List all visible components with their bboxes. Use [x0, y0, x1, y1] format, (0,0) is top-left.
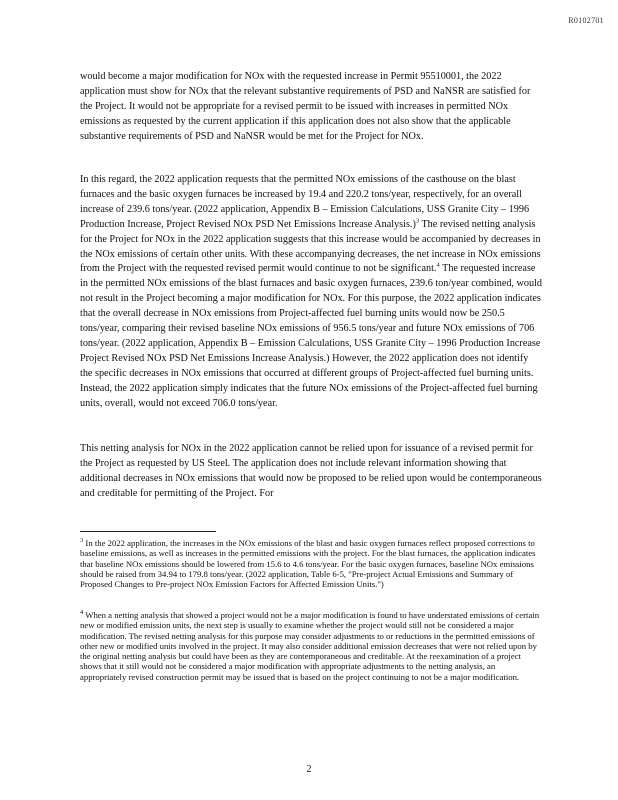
footnote-ref-3: 3 — [415, 217, 420, 225]
footnote-ref-4: 4 — [436, 262, 440, 270]
document-id: R0102701 — [568, 16, 604, 25]
page-number: 2 — [306, 764, 312, 775]
paragraph-2-part-c: The requested increase in the permitted NOx emissions of the blast furnaces and basic oxygen furnaces, 239.6 ton/year combined, would not result in the Project becoming a major modification for NOx. For this purpose, the 2022 application indicates that the overall decrease in NOx emissions from Project-affected fuel burning units would now be 250.5 tons/year, comparing their revised baseline NOx emissions of 956.5 tons/year and future NOx emissions of 706 tons/year. (2022 application, Appendix B – Emission Calculations, USS Granite City – 1996 Production Increase Project Revised NOx PSD Net Emissions Increase Analysis.) However, the 2022 application does not identify the specific decreases in NOx emissions that occurred at different groups of Project-affected fuel burning units. Instead, the 2022 application simply indicates that the future NOx emissions of the Project-affected fuel burning units, overall, would not exceed 706.0 tons/year. — [80, 263, 542, 409]
paragraph-2 — [80, 173, 543, 412]
paragraph-2-part-b: The revised netting analysis for the Project for NOx in the 2022 application suggests that this increase would be accompanied by decreases in the NOx emissions of certain other units. With these accompanying decreases, the net increase in NOx emissions from the Project with the requested revised permit would continue to not be significant. — [80, 218, 541, 275]
footnote-4-text: When a netting analysis that showed a project would not be a major modification is found to have understated emissions of certain new or modified emission units, the next step is usually to examine whether the project would still not be considered a major modification. The revised netting analysis for this purpose may consider adjustments to or reductions in the permitted emissions of other new or modified units involved in the project. It may also consider additional emission decreases that were not relied upon by the original netting analysis but could have been as they are contemporaneous and creditable. At the reexamination of a project shows that it still would not be considered a major modification with appropriate adjustments to the netting analysis, an appropriately revised construction permit may be issued that is based on the project continuing to not be a major modification. — [80, 610, 540, 682]
paragraph-1: would become a major modification for NOx with the requested increase in Permit 95510001, the 2022 application must show for NOx that the relevant substantive requirements of PSD and NaNSR are satisfied for the Project. It would not be appropriate for a revised permit to be issued with increases in permitted NOx emissions as requested by the current application if this application does not also show that the applicable substantive requirements of PSD and NaNSR would be met for the Project for NOx. — [80, 71, 531, 142]
footnote-divider — [80, 531, 216, 532]
footnote-3 — [80, 538, 543, 589]
paragraph-3: This netting analysis for NOx in the 2022 application cannot be relied upon for issuance of a revised permit for the Project as requested by US Steel. The application does not include relevant information showing that additional decreases in NOx emissions that would now be proposed to be relied upon would be contemporaneous and creditable for permitting of the Project. For — [80, 443, 542, 499]
footnote-3-number: 3 — [80, 537, 84, 545]
footnote-4 — [80, 610, 543, 682]
paragraph-2-part-a: In this regard, the 2022 application requests that the permitted NOx emissions of the casthouse on the blast furnaces and the basic oxygen furnaces be increased by 19.4 and 220.2 tons/year, respectively, for an overall increase of 239.6 tons/year. (2022 application, Appendix B – Emission Calculations, USS Granite City – 1996 Production Increase, Project Revised NOx PSD Net Emissions Increase Analysis.) — [80, 174, 530, 230]
footnote-4-number: 4 — [80, 609, 84, 617]
footnote-3-text: In the 2022 application, the increases in the NOx emissions of the blast and basic oxygen furnaces reflect proposed corrections to baseline emissions, as well as increases in the permitted emissions with the project. For the blast furnaces, the application indicates that baseline NOx emissions should be lowered from 15.6 to 4.6 tons/year. For the basic oxygen furnaces, baseline NOx emissions should be raised from 34.94 to 179.8 tons/year. (2022 application, Table 6-5, "Pre-project Actual Emissions and Summary of Proposed Changes to Pre-project NOx Emission Factors for Affected Emission Units.") — [80, 538, 536, 589]
